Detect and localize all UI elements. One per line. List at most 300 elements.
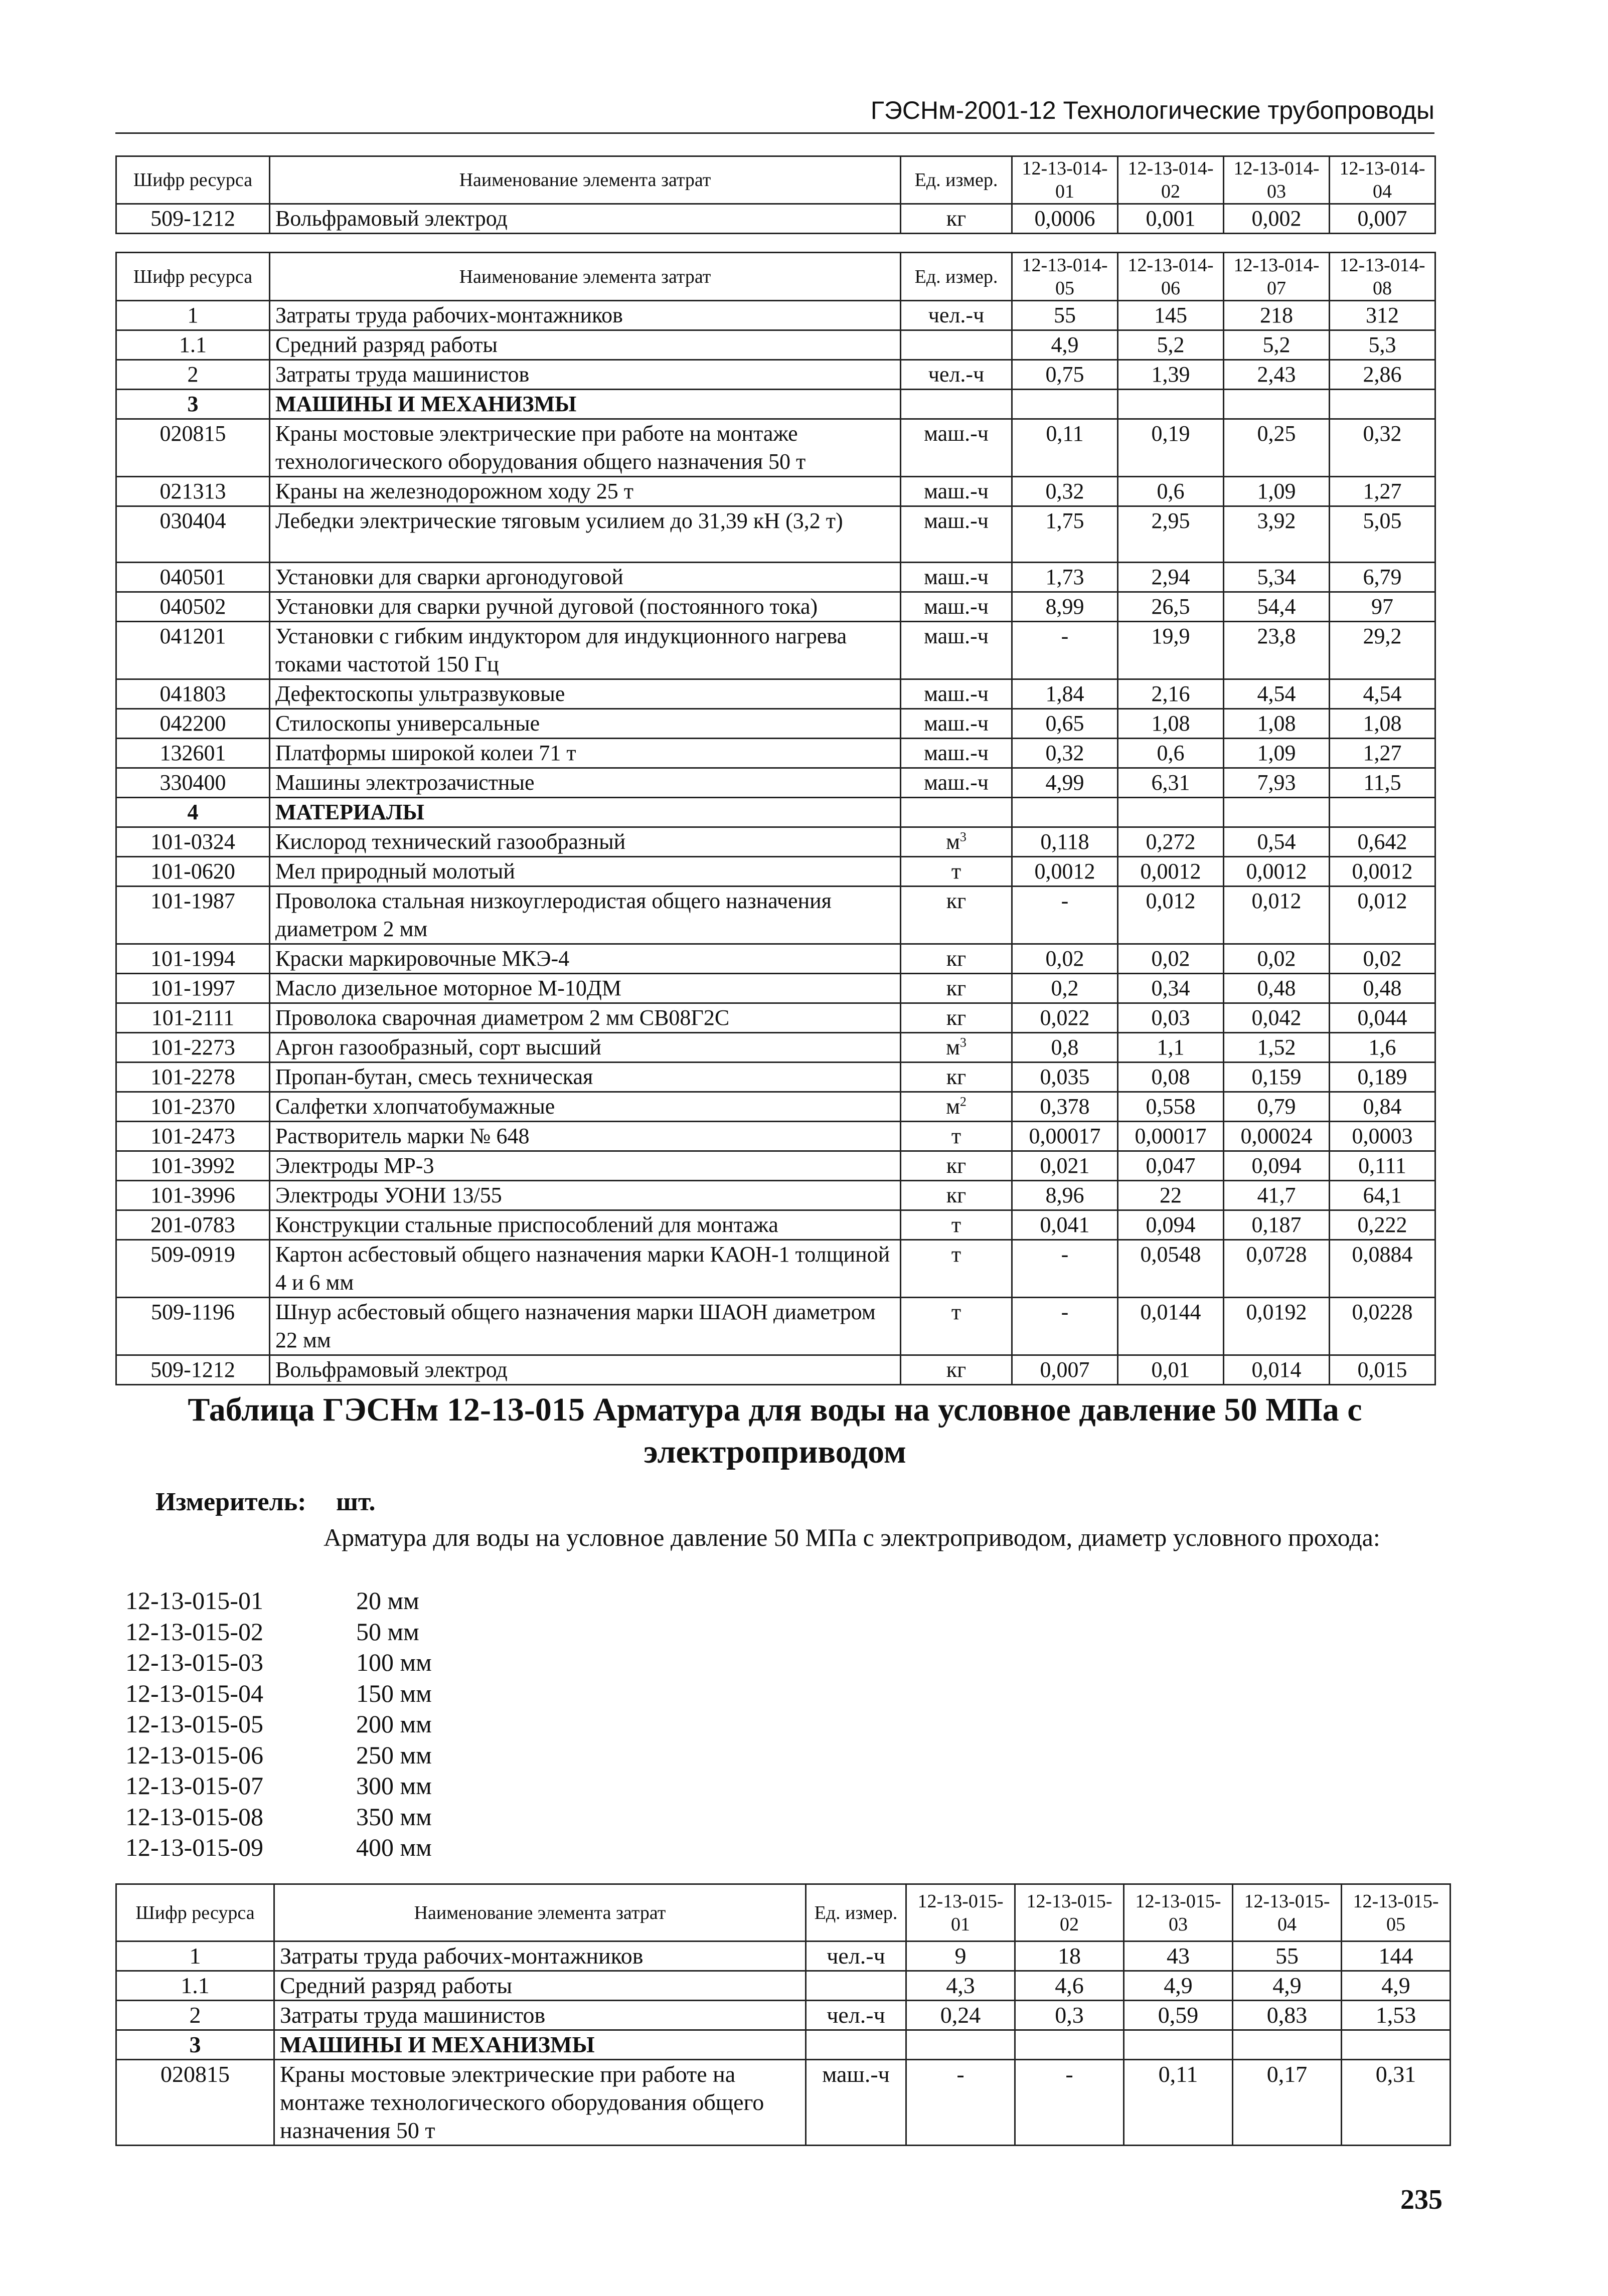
cell-value: 0,002 <box>1224 204 1330 234</box>
cell-name: Аргон газообразный, сорт высший <box>270 1033 901 1063</box>
cell-name: Затраты труда рабочих-монтажников <box>274 1941 806 1971</box>
cell-value: 0,0003 <box>1330 1122 1435 1151</box>
item-code: 12-13-015-05 <box>125 1710 263 1738</box>
cell-value: 1,08 <box>1224 709 1330 739</box>
table-row <box>116 1092 1435 1122</box>
cell-value: 0,0012 <box>1118 857 1224 887</box>
cell-unit: маш.-ч <box>901 477 1012 506</box>
cell-value: 64,1 <box>1330 1181 1435 1210</box>
header-norm-code: 12-13-015-02 <box>1015 1884 1124 1941</box>
header-norm-code: 12-13-014-06 <box>1118 253 1224 301</box>
cell-value: 0,11 <box>1124 2060 1233 2146</box>
cell-value: - <box>1012 1240 1118 1298</box>
code-list <box>125 1585 432 1863</box>
cell-value: 8,99 <box>1012 592 1118 622</box>
cell-code: 101-2370 <box>116 1092 270 1122</box>
cell-value: 0,0884 <box>1330 1240 1435 1298</box>
cell-code: 3 <box>116 390 270 419</box>
code-list-item <box>125 1740 432 1771</box>
cell-value: 0,012 <box>1224 887 1330 944</box>
code-list-item <box>125 1678 432 1709</box>
header-norm-code: 12-13-014-05 <box>1012 253 1118 301</box>
cell-value: 0,159 <box>1224 1063 1330 1092</box>
cell-unit: чел.-ч <box>806 1941 906 1971</box>
header-unit: Ед. измер. <box>901 156 1012 204</box>
table-row <box>116 944 1435 974</box>
cell-value: 2,94 <box>1118 563 1224 592</box>
cell-value: 0,007 <box>1330 204 1435 234</box>
cell-name: Затраты труда машинистов <box>274 2001 806 2030</box>
cell-value <box>1012 390 1118 419</box>
cell-value: 0,6 <box>1118 739 1224 768</box>
cell-value: 5,2 <box>1224 330 1330 360</box>
item-diameter: 150 мм <box>356 1679 432 1707</box>
cell-name: Краны мостовые электрические при работе на монтаже технологического оборудования общего назначения 50 т <box>270 419 901 477</box>
table-row <box>116 827 1435 857</box>
table-row <box>116 563 1435 592</box>
cell-code: 4 <box>116 798 270 827</box>
cell-value: 0,012 <box>1118 887 1224 944</box>
cell-value: 29,2 <box>1330 622 1435 679</box>
cell-value: 4,9 <box>1124 1971 1233 2001</box>
cell-name: Установки с гибким индуктором для индукционного нагрева токами частотой 150 Гц <box>270 622 901 679</box>
item-diameter: 300 мм <box>356 1772 432 1800</box>
cell-value: 0,32 <box>1330 419 1435 477</box>
table-row <box>116 419 1435 477</box>
cell-value: 4,3 <box>906 1971 1015 2001</box>
table-row <box>116 798 1435 827</box>
cell-value: 1,53 <box>1342 2001 1451 2030</box>
cell-name: Краны на железнодорожном ходу 25 т <box>270 477 901 506</box>
cell-value: 0,0012 <box>1012 857 1118 887</box>
cell-value: 0,0548 <box>1118 1240 1224 1298</box>
cell-value: 0,0192 <box>1224 1298 1330 1355</box>
cell-value: 4,9 <box>1233 1971 1342 2001</box>
cell-value: 6,79 <box>1330 563 1435 592</box>
table-row <box>116 301 1435 330</box>
cell-code: 509-1212 <box>116 204 270 234</box>
cell-unit: кг <box>901 1181 1012 1210</box>
cell-unit <box>901 1092 1012 1122</box>
item-code: 12-13-015-06 <box>125 1740 263 1769</box>
cell-unit: т <box>901 1122 1012 1151</box>
cell-code: 330400 <box>116 768 270 798</box>
cell-code: 101-2273 <box>116 1033 270 1063</box>
cell-value: 0,00024 <box>1224 1122 1330 1151</box>
cell-value: 0,189 <box>1330 1063 1435 1092</box>
cell-unit: маш.-ч <box>901 679 1012 709</box>
cell-value: 0,118 <box>1012 827 1118 857</box>
cell-value: 4,54 <box>1224 679 1330 709</box>
cell-unit: кг <box>901 1003 1012 1033</box>
cell-code: 1.1 <box>116 1971 274 2001</box>
cell-value: 54,4 <box>1224 592 1330 622</box>
cell-name: Вольфрамовый электрод <box>270 1355 901 1385</box>
cell-value: 3,92 <box>1224 506 1330 563</box>
cell-value: 0,0228 <box>1330 1298 1435 1355</box>
cell-value: 0,02 <box>1330 944 1435 974</box>
item-diameter: 400 мм <box>356 1833 432 1861</box>
cell-code: 509-1196 <box>116 1298 270 1355</box>
cell-code: 020815 <box>116 419 270 477</box>
code-list-item <box>125 1647 432 1678</box>
cell-value: 0,111 <box>1330 1151 1435 1181</box>
cell-name: Затраты труда рабочих-монтажников <box>270 301 901 330</box>
cell-value: 0,79 <box>1224 1092 1330 1122</box>
cell-code: 101-3996 <box>116 1181 270 1210</box>
cell-value: 1,27 <box>1330 477 1435 506</box>
cell-value: 0,3 <box>1015 2001 1124 2030</box>
cell-value: 0,02 <box>1224 944 1330 974</box>
cell-value: 0,0728 <box>1224 1240 1330 1298</box>
cell-code: 042200 <box>116 709 270 739</box>
section-description: Арматура для воды на условное давление 50 МПа с электроприводом, диаметр условного прохода: <box>324 1523 1380 1551</box>
cell-value: 145 <box>1118 301 1224 330</box>
cell-value <box>1224 798 1330 827</box>
cell-name: МАШИНЫ И МЕХАНИЗМЫ <box>274 2030 806 2060</box>
cell-value: 22 <box>1118 1181 1224 1210</box>
meter-label: Измеритель: <box>155 1488 306 1516</box>
cell-value: 0,022 <box>1012 1003 1118 1033</box>
cell-value: 0,32 <box>1012 477 1118 506</box>
cell-name: Проволока стальная низкоуглеродистая общего назначения диаметром 2 мм <box>270 887 901 944</box>
table-row <box>116 857 1435 887</box>
cell-value: 1,27 <box>1330 739 1435 768</box>
header-code: Шифр ресурса <box>116 253 270 301</box>
cell-value <box>1118 390 1224 419</box>
cell-unit <box>901 827 1012 857</box>
cell-code: 101-2111 <box>116 1003 270 1033</box>
cell-value: 0,6 <box>1118 477 1224 506</box>
cell-value <box>1330 390 1435 419</box>
cell-code: 101-2278 <box>116 1063 270 1092</box>
table-row <box>116 1033 1435 1063</box>
cell-value: 0,48 <box>1330 974 1435 1003</box>
table-row <box>116 2001 1451 2030</box>
cell-unit <box>806 2030 906 2060</box>
item-diameter: 200 мм <box>356 1710 432 1738</box>
cell-value: 1,84 <box>1012 679 1118 709</box>
cell-value: 2,16 <box>1118 679 1224 709</box>
code-list-item <box>125 1832 432 1863</box>
table-row <box>116 974 1435 1003</box>
cell-value: 5,3 <box>1330 330 1435 360</box>
cell-value: 0,012 <box>1330 887 1435 944</box>
cell-value: 0,34 <box>1118 974 1224 1003</box>
table-row <box>116 204 1435 234</box>
cell-value: 0,041 <box>1012 1210 1118 1240</box>
cell-code: 509-0919 <box>116 1240 270 1298</box>
cell-value: 0,48 <box>1224 974 1330 1003</box>
cell-name: Установки для сварки аргонодуговой <box>270 563 901 592</box>
cell-value: - <box>906 2060 1015 2146</box>
header-norm-code: 12-13-015-01 <box>906 1884 1015 1941</box>
cell-name: Картон асбестовый общего назначения марки КАОН-1 толщиной 4 и 6 мм <box>270 1240 901 1298</box>
cell-value: 0,00017 <box>1118 1122 1224 1151</box>
cell-unit: маш.-ч <box>901 506 1012 563</box>
cell-value: 11,5 <box>1330 768 1435 798</box>
item-diameter: 50 мм <box>356 1617 419 1646</box>
header-norm-code: 12-13-014-02 <box>1118 156 1224 204</box>
unit-exponent: 3 <box>959 1035 967 1050</box>
cell-value: 55 <box>1233 1941 1342 1971</box>
cell-value: 1,75 <box>1012 506 1118 563</box>
cell-name: Мел природный молотый <box>270 857 901 887</box>
cell-code: 101-3992 <box>116 1151 270 1181</box>
running-header: ГЭСНм-2001-12 Технологические трубопроводы <box>115 95 1434 134</box>
cell-value: 0,558 <box>1118 1092 1224 1122</box>
table-row <box>116 330 1435 360</box>
cell-name: МАШИНЫ И МЕХАНИЗМЫ <box>270 390 901 419</box>
cell-value: 0,0006 <box>1012 204 1118 234</box>
cell-unit <box>901 390 1012 419</box>
header-name: Наименование элемента затрат <box>270 156 901 204</box>
cell-value: 0,014 <box>1224 1355 1330 1385</box>
cell-unit: кг <box>901 1355 1012 1385</box>
cell-value: 4,6 <box>1015 1971 1124 2001</box>
cell-value: 6,31 <box>1118 768 1224 798</box>
cell-value: 26,5 <box>1118 592 1224 622</box>
header-row <box>116 156 1435 204</box>
cell-code: 040502 <box>116 592 270 622</box>
cell-value <box>1224 390 1330 419</box>
cell-value: 0,187 <box>1224 1210 1330 1240</box>
item-code: 12-13-015-08 <box>125 1802 263 1831</box>
unit-exponent: 3 <box>959 829 967 844</box>
header-norm-code: 12-13-015-03 <box>1124 1884 1233 1941</box>
meter-value: шт. <box>336 1488 376 1516</box>
cell-value: - <box>1015 2060 1124 2146</box>
cell-name: Средний разряд работы <box>270 330 901 360</box>
table-caption: Таблица ГЭСНм 12-13-015 Арматура для воды на условное давление 50 МПа с электроприводом <box>188 1391 1362 1470</box>
header-unit: Ед. измер. <box>901 253 1012 301</box>
cell-unit: кг <box>901 974 1012 1003</box>
cell-unit: т <box>901 1298 1012 1355</box>
cell-code: 101-2473 <box>116 1122 270 1151</box>
item-code: 12-13-015-04 <box>125 1679 263 1707</box>
table-row <box>116 679 1435 709</box>
header-name: Наименование элемента затрат <box>270 253 901 301</box>
cell-unit: маш.-ч <box>901 709 1012 739</box>
cell-value: 144 <box>1342 1941 1451 1971</box>
cell-name: Дефектоскопы ультразвуковые <box>270 679 901 709</box>
cell-value: 4,54 <box>1330 679 1435 709</box>
cell-code: 041201 <box>116 622 270 679</box>
cell-code: 021313 <box>116 477 270 506</box>
cell-name: Электроды МР-3 <box>270 1151 901 1181</box>
cell-name: Проволока сварочная диаметром 2 мм СВ08Г2С <box>270 1003 901 1033</box>
cell-value: 0,021 <box>1012 1151 1118 1181</box>
cell-value: 0,015 <box>1330 1355 1435 1385</box>
cell-value: 0,19 <box>1118 419 1224 477</box>
header-row <box>116 1884 1451 1941</box>
cell-code: 132601 <box>116 739 270 768</box>
cell-value: 0,044 <box>1330 1003 1435 1033</box>
cell-value: 0,11 <box>1012 419 1118 477</box>
cell-value: 0,2 <box>1012 974 1118 1003</box>
cell-value: 0,75 <box>1012 360 1118 390</box>
cell-value: 41,7 <box>1224 1181 1330 1210</box>
cell-value: 0,378 <box>1012 1092 1118 1122</box>
cell-value: 8,96 <box>1012 1181 1118 1210</box>
cell-code: 101-0620 <box>116 857 270 887</box>
cell-name: Растворитель марки № 648 <box>270 1122 901 1151</box>
cell-value: 0,0012 <box>1224 857 1330 887</box>
table-row <box>116 1298 1435 1355</box>
table-row <box>116 592 1435 622</box>
cell-name: Конструкции стальные приспособлений для монтажа <box>270 1210 901 1240</box>
cell-code: 101-1987 <box>116 887 270 944</box>
cell-code: 041803 <box>116 679 270 709</box>
cell-name: МАТЕРИАЛЫ <box>270 798 901 827</box>
table-row <box>116 887 1435 944</box>
cell-name: Кислород технический газообразный <box>270 827 901 857</box>
cell-value: 0,54 <box>1224 827 1330 857</box>
cell-value: 0,094 <box>1224 1151 1330 1181</box>
table-row <box>116 1003 1435 1033</box>
cell-value <box>1124 2030 1233 2060</box>
cell-value: 0,32 <box>1012 739 1118 768</box>
cell-value: 0,01 <box>1118 1355 1224 1385</box>
cell-value: 0,001 <box>1118 204 1224 234</box>
cell-name: Установки для сварки ручной дуговой (постоянного тока) <box>270 592 901 622</box>
table-row <box>116 1971 1451 2001</box>
cell-unit <box>901 798 1012 827</box>
cell-value: 0,83 <box>1233 2001 1342 2030</box>
cell-value: 2,43 <box>1224 360 1330 390</box>
cell-value: 1,09 <box>1224 477 1330 506</box>
cell-unit: маш.-ч <box>806 2060 906 2146</box>
cell-unit: кг <box>901 1151 1012 1181</box>
code-list-item <box>125 1709 432 1740</box>
unit-exponent: 2 <box>959 1094 967 1109</box>
table-row <box>116 2030 1451 2060</box>
cell-value: 55 <box>1012 301 1118 330</box>
code-list-item <box>125 1771 432 1802</box>
cell-value: 0,02 <box>1118 944 1224 974</box>
item-diameter: 350 мм <box>356 1802 432 1831</box>
cell-value: 19,9 <box>1118 622 1224 679</box>
cell-unit: маш.-ч <box>901 768 1012 798</box>
cell-unit <box>806 1971 906 2001</box>
cell-value: 0,08 <box>1118 1063 1224 1092</box>
header-norm-code: 12-13-014-01 <box>1012 156 1118 204</box>
table-15 <box>115 1883 1451 2146</box>
cell-value: 1,08 <box>1330 709 1435 739</box>
cell-code: 101-0324 <box>116 827 270 857</box>
cell-value: 0,17 <box>1233 2060 1342 2146</box>
cell-value: 5,34 <box>1224 563 1330 592</box>
cell-code: 2 <box>116 360 270 390</box>
cell-unit: т <box>901 857 1012 887</box>
cell-value: - <box>1012 622 1118 679</box>
cell-name: Краски маркировочные МКЭ-4 <box>270 944 901 974</box>
cell-code: 509-1212 <box>116 1355 270 1385</box>
cell-value <box>1012 798 1118 827</box>
cell-name: Вольфрамовый электрод <box>270 204 901 234</box>
item-code: 12-13-015-07 <box>125 1772 263 1800</box>
unit-base: м <box>946 1035 960 1059</box>
cell-value: 4,99 <box>1012 768 1118 798</box>
cell-value: 1,39 <box>1118 360 1224 390</box>
cell-value <box>906 2030 1015 2060</box>
cell-code: 101-1997 <box>116 974 270 1003</box>
table-14-part2 <box>115 252 1436 1385</box>
cell-name: Лебедки электрические тяговым усилием до 31,39 кН (3,2 т) <box>270 506 901 563</box>
table-row <box>116 768 1435 798</box>
cell-value: 1,52 <box>1224 1033 1330 1063</box>
cell-value: - <box>1012 1298 1118 1355</box>
header-norm-code: 12-13-015-04 <box>1233 1884 1342 1941</box>
cell-unit: т <box>901 1240 1012 1298</box>
item-code: 12-13-015-09 <box>125 1833 263 1861</box>
table-row <box>116 506 1435 563</box>
cell-value: 9 <box>906 1941 1015 1971</box>
cell-value: 23,8 <box>1224 622 1330 679</box>
item-diameter: 100 мм <box>356 1648 432 1676</box>
cell-unit: чел.-ч <box>901 301 1012 330</box>
cell-value <box>1015 2030 1124 2060</box>
header-norm-code: 12-13-014-07 <box>1224 253 1330 301</box>
table-14-part1 <box>115 155 1436 234</box>
cell-value: 0,03 <box>1118 1003 1224 1033</box>
cell-value: 218 <box>1224 301 1330 330</box>
cell-value: - <box>1012 887 1118 944</box>
header-norm-code: 12-13-014-03 <box>1224 156 1330 204</box>
cell-value: 7,93 <box>1224 768 1330 798</box>
cell-name: Пропан-бутан, смесь техническая <box>270 1063 901 1092</box>
cell-value: 1,73 <box>1012 563 1118 592</box>
table-row <box>116 1941 1451 1971</box>
cell-unit: чел.-ч <box>901 360 1012 390</box>
cell-value <box>1330 798 1435 827</box>
cell-value: 0,035 <box>1012 1063 1118 1092</box>
cell-value: 4,9 <box>1012 330 1118 360</box>
cell-value <box>1118 798 1224 827</box>
cell-unit: кг <box>901 944 1012 974</box>
cell-value: 0,007 <box>1012 1355 1118 1385</box>
cell-code: 030404 <box>116 506 270 563</box>
table-row <box>116 1122 1435 1151</box>
cell-value: 5,05 <box>1330 506 1435 563</box>
header-norm-code: 12-13-014-08 <box>1330 253 1435 301</box>
cell-value <box>1233 2030 1342 2060</box>
cell-code: 201-0783 <box>116 1210 270 1240</box>
table-row <box>116 1210 1435 1240</box>
table-row <box>116 1181 1435 1210</box>
item-code: 12-13-015-02 <box>125 1617 263 1646</box>
cell-value: 0,272 <box>1118 827 1224 857</box>
cell-code: 1 <box>116 1941 274 1971</box>
cell-value: 0,094 <box>1118 1210 1224 1240</box>
cell-unit: т <box>901 1210 1012 1240</box>
cell-name: Краны мостовые электрические при работе на монтаже технологического оборудования общего назначения 50 т <box>274 2060 806 2146</box>
code-list-item <box>125 1802 432 1833</box>
table-row <box>116 1240 1435 1298</box>
cell-unit: маш.-ч <box>901 563 1012 592</box>
cell-value: 1,1 <box>1118 1033 1224 1063</box>
code-list-item <box>125 1617 432 1648</box>
cell-code: 040501 <box>116 563 270 592</box>
cell-unit: кг <box>901 204 1012 234</box>
cell-code: 2 <box>116 2001 274 2030</box>
cell-value: 0,222 <box>1330 1210 1435 1240</box>
cell-value: 2,86 <box>1330 360 1435 390</box>
cell-code: 1 <box>116 301 270 330</box>
cell-unit: кг <box>901 1063 1012 1092</box>
header-code: Шифр ресурса <box>116 156 270 204</box>
cell-value: 1,09 <box>1224 739 1330 768</box>
